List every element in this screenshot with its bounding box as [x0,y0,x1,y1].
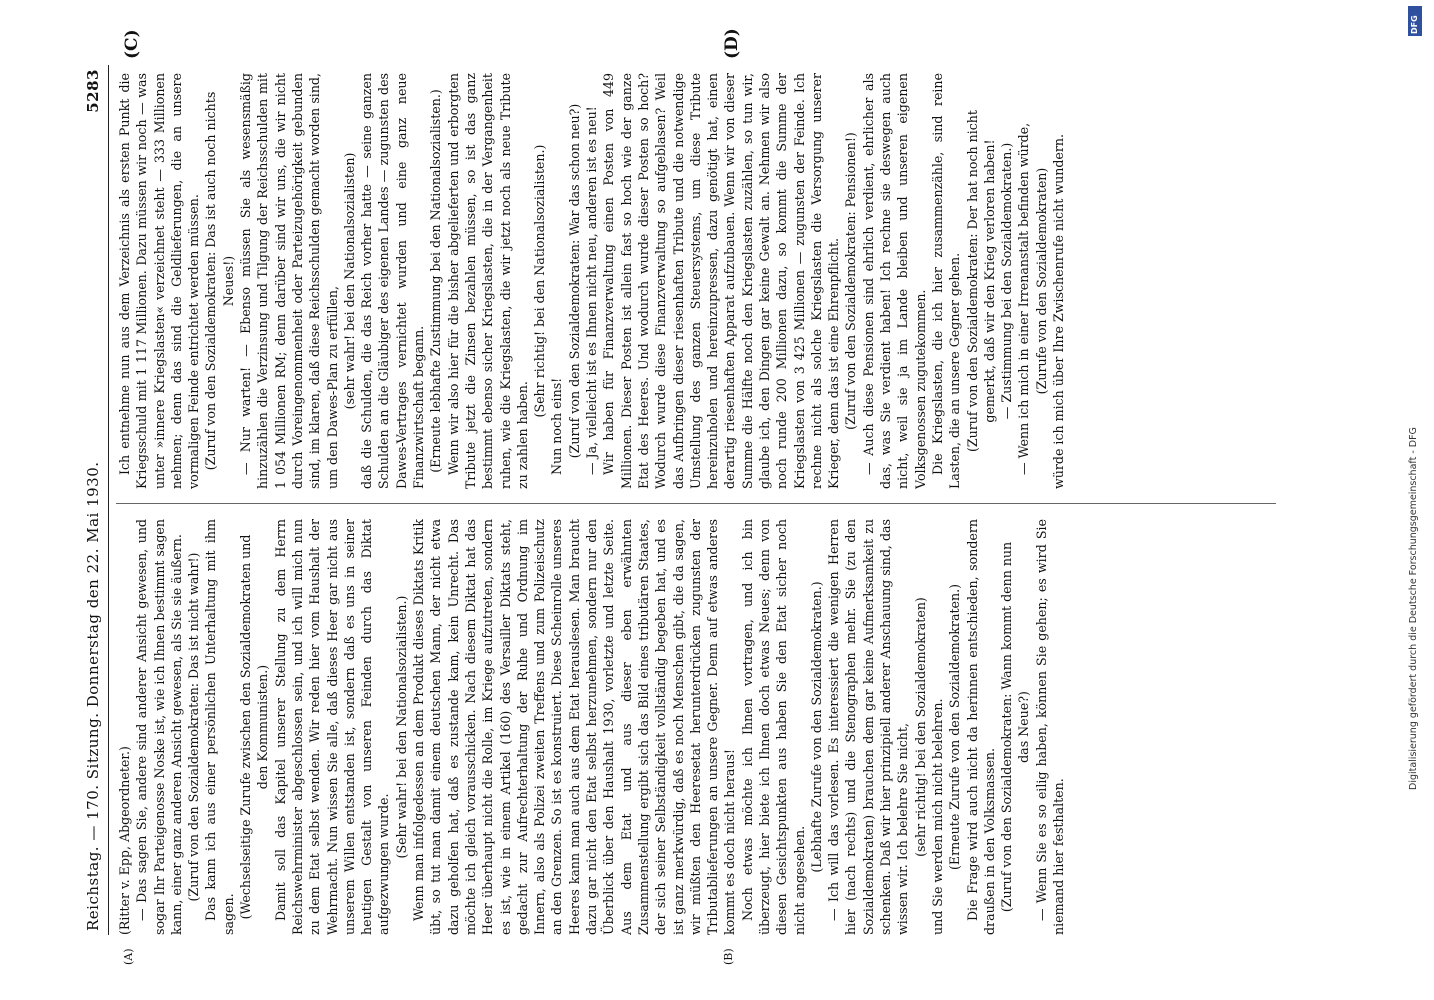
paragraph: (Ritter v. Epp, Abgeordneter.) [117,746,132,935]
margin-mark-c: (C) [122,29,142,59]
margin-mark-d: (D) [722,28,742,59]
interjection: (Lebhafte Zurufe von den Sozialdemokraten.) [808,581,824,873]
paragraph: Die Frage wird auch nicht da herinnen entschieden, sondern draußen in den Volksmassen. [964,519,997,935]
paragraph: — Ich will das vorlesen. Es interessiert die wenigen Herren hier (nach rechts) und die Stenographen mehr. Sie (zu den Sozialdemokraten) brauchen dem gar keine Aufmerksamkeit zu schenken. Daß wir hier prinzipiell anderer Anschauung sind, das wissen wir. Ich belehre Sie nicht, [826,519,911,935]
paragraph: und Sie werden mich nicht belehren. [929,698,945,935]
page-number: 5283 [84,69,102,113]
dfg-logo: DFG [1408,6,1422,36]
paragraph: — Wenn ich mich in einer Irrenanstalt befinden würde, [1016,122,1032,475]
margin-mark-a: (A) [122,948,135,965]
interjection: (sehr richtig! bei den Sozialdemokraten) [912,597,928,857]
interjection: (Wechselseitige Zurufe zwischen den Sozialdemokraten und den Kommunisten.) [238,534,271,920]
interjection: (Erneute Zurufe von den Sozialdemokraten.) [947,583,963,871]
header-title: Reichstag. — 170. Sitzung. Donnerstag den 22. Mai 1930. [84,461,102,931]
interjection: (Erneute lebhafte Zustimmung bei den Nationalsozialisten.) [428,89,444,473]
text-column-right [116,73,1276,489]
rotated-page [82,28,1292,965]
interjection: (Zuruf von den Sozialdemokraten: Das ist auch noch nichts Neues!) [203,91,236,471]
interjection: (Zuruf von den Sozialdemokraten: Wann kommt denn nun das Neue?) [999,541,1032,913]
paragraph: daß die Schulden, die das Reich vorher hatte — seine ganzen Schulden an die Gläubiger des eigenen Landes — zugunsten des Dawes-Vertrages vernichtet wurden und eine ganz neue Finanzwirtschaft begann. [359,73,427,489]
interjection: (Zuruf von den Sozialdemokraten: War das schon neu?) [566,103,582,459]
interjection: — Zustimmung bei den Sozialdemokraten.) [999,142,1015,420]
paragraph: Noch etwas möchte ich Ihnen vortragen, und ich bin überzeugt, hier biete ich Ihnen doch etwas Neues; denn von diesen Gesichtspunkten aus haben Sie den Etat sicher noch nicht angesehen. [739,519,807,935]
column-divider [116,503,1276,504]
margin-mark-b: (B) [722,948,735,965]
paragraph: — Das sagen Sie, andere sind anderer Ansicht gewesen, und sogar Ihr Parteigenosse Noske ist, wie ich Ihnen bestimmt sagen kann, einer ganz anderen Ansicht gewesen, als Sie sie äußern. [134,519,184,935]
interjection: (Zurufe von den Sozialdemokraten) [1033,167,1049,395]
digitization-note [1408,10,1422,790]
paragraph: — Ja, vielleicht ist es Ihnen nicht neu, anderen ist es neu! [584,106,600,475]
interjection: (sehr wahr! bei den Nationalsozialisten) [341,152,357,410]
paragraph: — Nur warten! — Ebenso müssen Sie als wesensmäßig hinzuzählen die Verzinsung und Tilgung der Reichsschulden mit 1 054 Millionen RM; denn darüber sind wir uns, die wir nicht durch Voreingenommenheit oder Parteizugehörigkeit gebunden sind, im klaren, daß diese Reichsschulden gemacht worden sind, um den Dawes-Plan zu erfüllen, [238,73,340,489]
paragraph: Die Kriegslasten, die ich hier zusammenzähle, sind reine Lasten, die an unsere Gegner gehen. [929,73,963,489]
paragraph: Wir haben für Finanzverwaltung einen Posten von 449 Millionen. Dieser Posten ist allein fast so hoch wie der ganze Etat des Heeres. Und wodurch wurde dieser Posten so hoch? Wodurch wurde diese Finanzverwaltung so aufgeblasen? Weil das Aufbringen dieser riesenhaften Tribute und die notwendige Umstellung des ganzen Steuersystems, um diese Tribute hereinzuholen und hereinzupressen, dazu genötigt hat, einen derartig riesenhaften Apparat aufzubauen. Wenn wir von dieser Summe die Hälfte noch den Kriegslasten zuzählen, so tun wir, glaube ich, den Dingen gar keine Gewalt an. Nehmen wir also noch runde 200 Millionen dazu, so kommt die Summe der Kriegslasten von 3 425 Millionen — zugunsten der Feinde. Ich rechne nicht als solche Kriegslasten die Versorgung unserer Krieger, denn das ist eine Ehrenpflicht. [601,73,842,489]
paragraph: Ich entnehme nun aus dem Verzeichnis als ersten Punkt die Kriegsschuld mit 1 117 Millionen. Dazu müssen wir noch — was unter »innere Kriegslasten« verzeichnet steht — 333 Millionen nehmen; denn das sind die Geldlieferungen, die an unsere vormaligen Feinde entrichtet werden müssen. [117,73,202,489]
digitization-note-text: Digitalisierung gefördert durch die Deutsche Forschungsgemeinschaft - DFG [1408,427,1419,790]
paragraph: Nun noch eins! [549,377,565,475]
page-header [82,65,109,935]
interjection: (Sehr wahr! bei den Nationalsozialisten.) [393,595,409,859]
paragraph: Das kann ich aus einer persönlichen Unterhaltung mit ihm sagen. [203,519,236,935]
interjection: (Zuruf von den Sozialdemokraten: Der hat noch nicht gemerkt, daß wir den Krieg verloren haben! [964,110,997,452]
paragraph: — Wenn Sie es so eilig haben, können Sie gehen; es wird Sie niemand hier festhalten. [1033,519,1067,935]
paragraph: Damit soll das Kapitel unserer Stellung zu dem Herrn Reichswehrminister abgeschlossen sein, und ich will mich nun zu dem Etat selbst wenden. Wir reden hier vom Haushalt der Wehrmacht. Nun wissen Sie alle, daß dieses Heer gar nicht aus unserem Willen entstanden ist, sondern daß es uns in seiner heutigen Gestalt von unseren Feinden durch das Diktat aufgezwungen wurde. [272,519,392,935]
interjection: (Zuruf von den Sozialdemokraten: Pensionen!) [843,132,859,430]
interjection: (Zuruf von den Sozialdemokraten: Das ist nicht wahr!) [186,552,202,902]
paragraph: — Auch diese Pensionen sind ehrlich verdient, ehrlicher als das, was Sie verdient haben! Ich rechne sie deswegen auch nicht, weil sie ja im Lande bleiben und unseren eigenen Volksgenossen zugutekommen. [860,73,928,489]
interjection: (Sehr richtig! bei den Nationalsozialisten.) [532,144,548,418]
text-column-left [116,519,1276,935]
paragraph: Wenn wir also hier für die bisher abgelieferten und erborgten Tribute jetzt die Zinsen bezahlen müssen, so ist das ganz bestimmt ebenso sicher Kriegslasten, die in der Vergangenheit ruhen, wie die Kriegslasten, die wir jetzt noch als neue Tribute zu zahlen haben. [445,73,530,489]
paragraph: Wenn man infolgedessen an dem Produkt dieses Diktats Kritik übt, so tut man damit einem deutschen Mann, der nicht etwa dazu geholfen hat, daß es zustande kam, kein Unrecht. Das möchte ich gleich vorausschicken. Nach diesem Diktat hat das Heer überhaupt nicht die Rolle, im Kriege aufzutreten, sondern es ist, wie in einem Artikel (160) des Versailler Diktats steht, gedacht zur Aufrechterhaltung der Ruhe und Ordnung im Innern, also als Polizei zweiten Treffens und zum Polizeischutz an den Grenzen. So ist es konstruiert. Diese Scheinrolle unseres Heeres kann man auch aus dem Etat herauslesen. Man braucht dazu gar nicht den Etat selbst herzunehmen, sondern nur den Überblick über den Haushalt 1930, vorletzte und letzte Seite. Aus dem Etat und aus dieser eben erwähnten Zusammenstellung ergibt sich das Bild eines tributären Staates, der sich seiner Selbständigkeit vollständig begeben hat, und es ist ganz merkwürdig, daß es noch Menschen gibt, die da sagen, wir müßten den Heeresetat herunterdrücken zugunsten der Tributablieferungen an unsere Gegner. Denn auf etwas anderes kommt es doch nicht heraus! [411,519,738,935]
paragraph: würde ich mich über Ihre Zwischenrufe nicht wundern. [1051,134,1067,489]
